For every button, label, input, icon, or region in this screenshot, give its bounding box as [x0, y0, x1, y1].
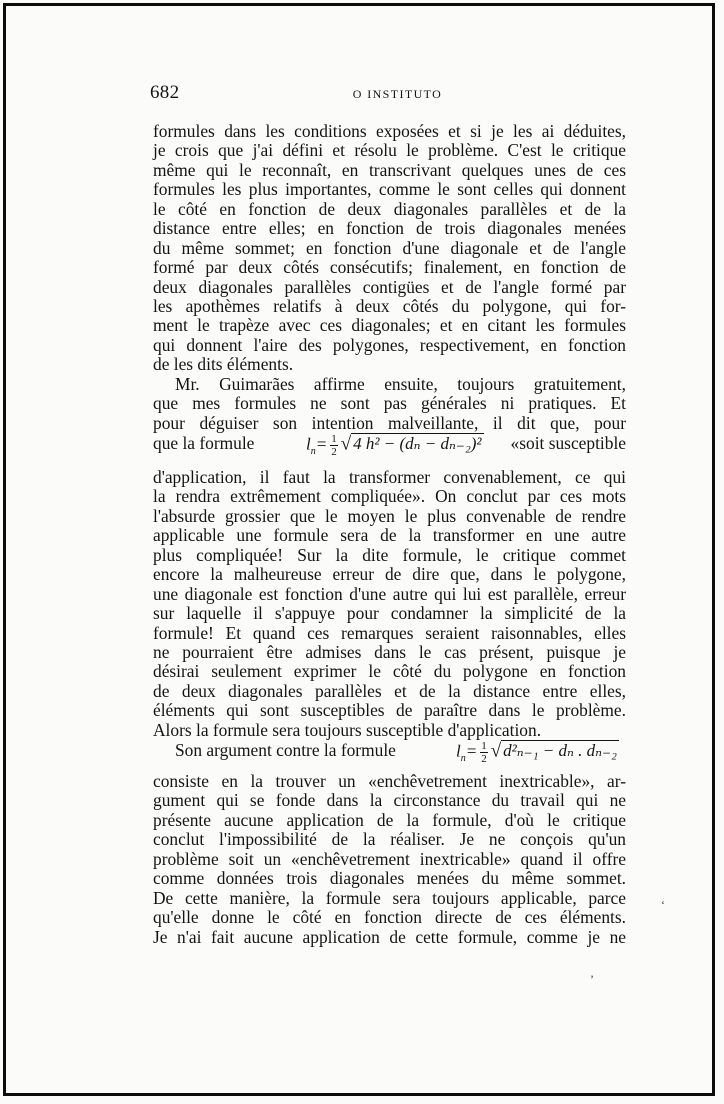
margin-speck: ‘ [661, 898, 665, 912]
paragraph-4 [153, 772, 626, 947]
formula-lead-text: Son argument contre la formule [175, 740, 396, 760]
text-line: l'absurde grossier que le moyen le plus convenable de rendre [153, 505, 626, 526]
text-line: de les dits éléments. [153, 354, 294, 375]
text-line: Je n'ai fait aucune application de cette formule, comme je ne [153, 926, 626, 947]
text-line: gument qui se fonde dans la circonstance du travail qui ne [153, 790, 626, 811]
text-line: comme données trois diagonales menées du même sommet. [153, 868, 626, 889]
paragraph-3 [153, 468, 626, 740]
formula-lead-text: que la formule [153, 433, 255, 453]
formula-line-2 [153, 737, 626, 765]
fraction-one-half: $\frac{1}{2}$ [331, 433, 337, 458]
text-line: Alors la formule sera toujours susceptible d'application. [153, 719, 542, 740]
text-line: De cette manière, la formule sera toujours applicable, parce [153, 887, 626, 908]
margin-speck: ’ [590, 972, 594, 986]
text-line: même qui le reconnaît, en transcrivant quelques unes de ces [153, 159, 626, 180]
fraction-one-half: $\frac{1}{2}$ [481, 740, 487, 765]
text-line: encore la malheureuse erreur de dire que, dans le polygone, [153, 564, 626, 585]
text-line: pour déguiser son intention malveillante, il dit que, pour [153, 412, 626, 433]
text-line: une diagonale est fonction d'une autre qui lui est parallèle, erreur [153, 583, 626, 604]
text-line: plus compliquée! Sur la dite formule, le critique commet [153, 544, 626, 565]
text-line: je crois que j'ai défini et résolu le problème. C'est le critique [153, 140, 626, 161]
text-line: présente aucune application de la formule, d'où le critique [153, 809, 626, 830]
text-line: formules les plus importantes, comme le sont celles qui donnent [153, 179, 626, 200]
formula-line-1 [153, 430, 626, 458]
formula-2-radicand: d²ₙ₋₁ − dₙ . dₙ₋₂ [503, 741, 617, 761]
text-line: applicable une formule sera de la transformer en une autre [153, 525, 626, 546]
text-line: du même sommet; en fonction d'une diagonale et de l'angle [153, 237, 626, 258]
formula-tail-text: «soit susceptible [510, 433, 626, 453]
text-line: désirai seulement exprimer le côté du polygone en fonction [153, 661, 626, 682]
text-line: la rendra extrêmement compliquée». On conclut par ces mots [153, 486, 626, 507]
text-line: consiste en la trouver un «enchêvetrement inextricable», ar- [153, 771, 626, 791]
text-line: ne pourraient être admises dans le cas présent, puisque je [153, 641, 626, 662]
text-line: qu'elle donne le côté en fonction directe de ces éléments. [153, 907, 626, 928]
text-line: que mes formules ne sont pas générales ni pratiques. Et [153, 393, 626, 414]
radical-sign: √ [490, 740, 502, 762]
text-line: de deux diagonales parallèles et de la distance entre elles, [153, 680, 626, 701]
page-number: 682 [150, 82, 180, 103]
text-line: Mr. Guimarães affirme ensuite, toujours gratuitement, [175, 374, 626, 394]
text-line: sur laquelle il s'appuye pour condamner la simplicité de la [153, 603, 626, 624]
text-line: formules dans les conditions exposées et si je les ai déduites, [153, 121, 626, 141]
text-line: problème soit un «enchêvetrement inextricable» quand il offre [153, 848, 626, 869]
text-line: conclut l'impossibilité de la réaliser. Je ne conçois qu'un [153, 829, 626, 850]
running-title: O INSTITUTO [352, 87, 443, 101]
text-line: formé par deux côtés consécutifs; finalement, en fonction de [153, 257, 626, 278]
formula-1-radicand: 4 h² − (dₙ − dₙ₋₂)² [353, 434, 482, 454]
text-line: le côté en fonction de deux diagonales parallèles et de la [153, 198, 626, 219]
text-line: distance entre elles; en fonction de trois diagonales menées [153, 218, 626, 239]
text-line: d'application, il faut la transformer convenablement, ce qui [153, 467, 626, 487]
formula-1: $l_n=$ $\frac{1}{2}$ √ 4 h² − (dₙ − dₙ₋₂)² [306, 433, 482, 458]
paragraph-2 [153, 375, 626, 433]
text-line: éléments qui sont susceptibles de paraître dans le problème. [153, 700, 626, 721]
formula-2: $l_n=$ $\frac{1}{2}$ √ d²ₙ₋₁ − dₙ . dₙ₋₂ [456, 740, 617, 765]
text-line: ment le trapèze avec ces diagonales; et en citant les formules [153, 315, 626, 336]
text-line: deux diagonales parallèles contigües et de l'angle formé par [153, 276, 626, 297]
page-header [150, 82, 625, 106]
text-line: les apothèmes relatifs à deux côtés du polygone, qui for- [153, 295, 626, 316]
paragraph-1 [153, 122, 626, 375]
radical-sign: √ [340, 433, 352, 455]
text-line: formule! Et quand ces remarques seraient raisonnables, elles [153, 622, 626, 643]
text-line: qui donnent l'aire des polygones, respectivement, en fonction [153, 334, 626, 355]
